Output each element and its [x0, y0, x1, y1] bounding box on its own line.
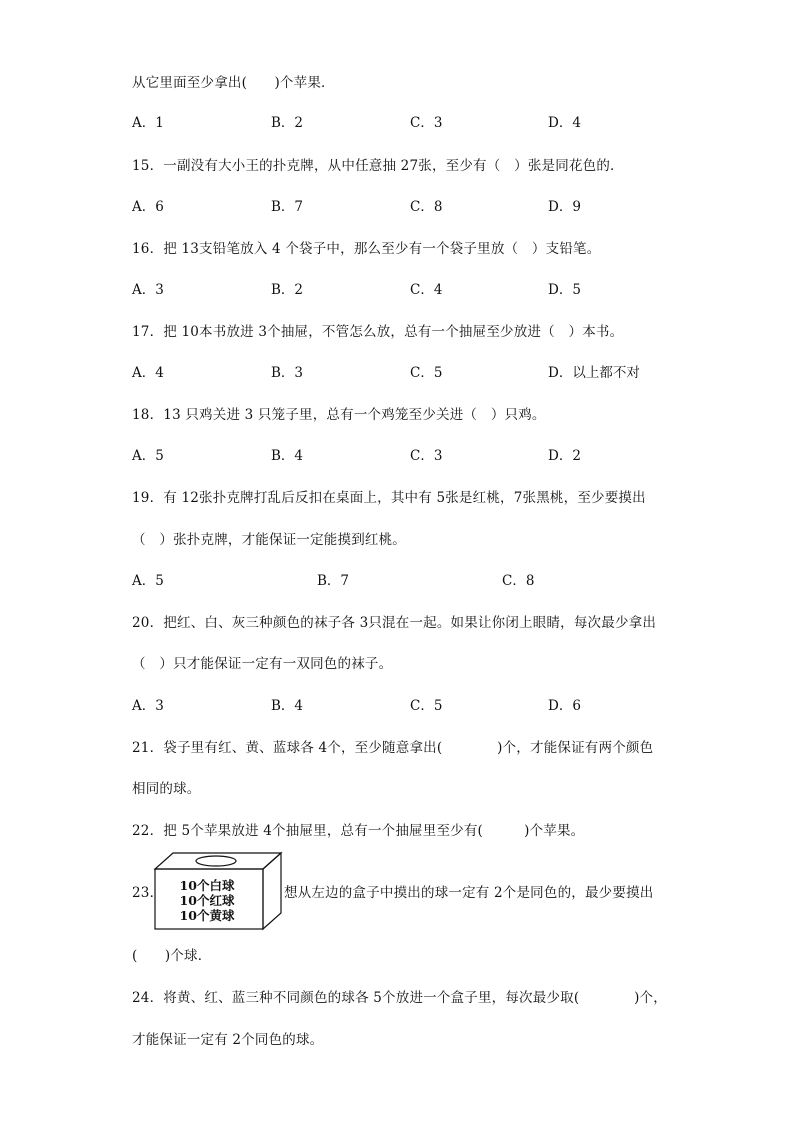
- q19-text-line2: （ ）张扑克牌，才能保证一定能摸到红桃。: [132, 532, 406, 548]
- q22-text: 22．把 5个苹果放进 4个抽屉里，总有一个抽屉里至少有( )个苹果。: [132, 823, 585, 839]
- q18-option-b: B．4: [271, 448, 304, 464]
- q19-text-line1: 19．有 12张扑克牌打乱后反扣在桌面上，其中有 5张是红桃，7张黑桃，至少要摸出: [132, 490, 646, 506]
- q16-option-a: A．3: [132, 282, 164, 298]
- ball-box-label: [163, 878, 251, 923]
- q18-option-d: D．2: [548, 448, 581, 464]
- q15-option-b: B．7: [271, 199, 304, 215]
- box-label-white: 10个白球: [179, 878, 235, 893]
- q16-text: 16．把 13支铅笔放入 4 个袋子中，那么至少有一个袋子里放（ ）支铅笔。: [132, 241, 601, 257]
- q18-option-c: C．3: [410, 448, 443, 464]
- q14-option-a: A．1: [132, 115, 164, 131]
- q16-option-b: B．2: [271, 282, 304, 298]
- q14-option-b: B．2: [271, 115, 304, 131]
- q20-text-line2: （ ）只才能保证一定有一双同色的袜子。: [132, 656, 393, 672]
- box-label-red: 10个红球: [179, 893, 235, 908]
- q21-text-line2: 相同的球。: [132, 781, 201, 797]
- q19-option-b: B．7: [317, 573, 350, 589]
- q14-text: 从它里面至少拿出( )个苹果．: [132, 75, 335, 91]
- q16-option-c: C．4: [410, 282, 443, 298]
- q20-option-b: B．4: [271, 698, 304, 714]
- q20-option-d: D．6: [548, 698, 581, 714]
- q21-text-line1: 21．袋子里有红、黄、蓝球各 4个，至少随意拿出( )个，才能保证有两个颜色: [132, 740, 654, 756]
- q23-number: 23．: [132, 885, 164, 901]
- q20-option-a: A．3: [132, 698, 164, 714]
- q14-option-d: D．4: [548, 115, 581, 131]
- q17-option-d: D．以上都不对: [548, 365, 640, 381]
- q17-option-c: C．5: [410, 365, 443, 381]
- q15-text: 15．一副没有大小王的扑克牌，从中任意抽 27张，至少有（ ）张是同花色的．: [132, 158, 624, 174]
- q23-text-line1: 想从左边的盒子中摸出的球一定有 2个是同色的，最少要摸出: [284, 885, 654, 901]
- q15-option-a: A．6: [132, 199, 164, 215]
- q19-option-a: A．5: [132, 573, 164, 589]
- q14-option-c: C．3: [410, 115, 443, 131]
- q18-option-a: A．5: [132, 448, 164, 464]
- q15-option-c: C．8: [410, 199, 443, 215]
- q18-text: 18．13 只鸡关进 3 只笼子里，总有一个鸡笼至少关进（ ）只鸡。: [132, 407, 546, 423]
- q24-text-line1: 24．将黄、红、蓝三种不同颜色的球各 5个放进一个盒子里，每次最少取( )个，: [132, 990, 667, 1006]
- q16-option-d: D．5: [548, 282, 581, 298]
- q17-option-a: A．4: [132, 365, 164, 381]
- q17-option-b: B．3: [271, 365, 304, 381]
- q23-text-line2: ( )个球．: [132, 948, 212, 964]
- q19-option-c: C．8: [502, 573, 535, 589]
- q20-text-line1: 20．把红、白、灰三种颜色的袜子各 3只混在一起。如果让你闭上眼睛，每次最少拿出: [132, 615, 657, 631]
- box-label-yellow: 10个黄球: [179, 908, 235, 923]
- q24-text-line2: 才能保证一定有 2个同色的球。: [132, 1032, 324, 1048]
- q17-text: 17．把 10本书放进 3个抽屉，不管怎么放，总有一个抽屉至少放进（ ）本书。: [132, 324, 624, 340]
- q15-option-d: D．9: [548, 199, 581, 215]
- q20-option-c: C．5: [410, 698, 443, 714]
